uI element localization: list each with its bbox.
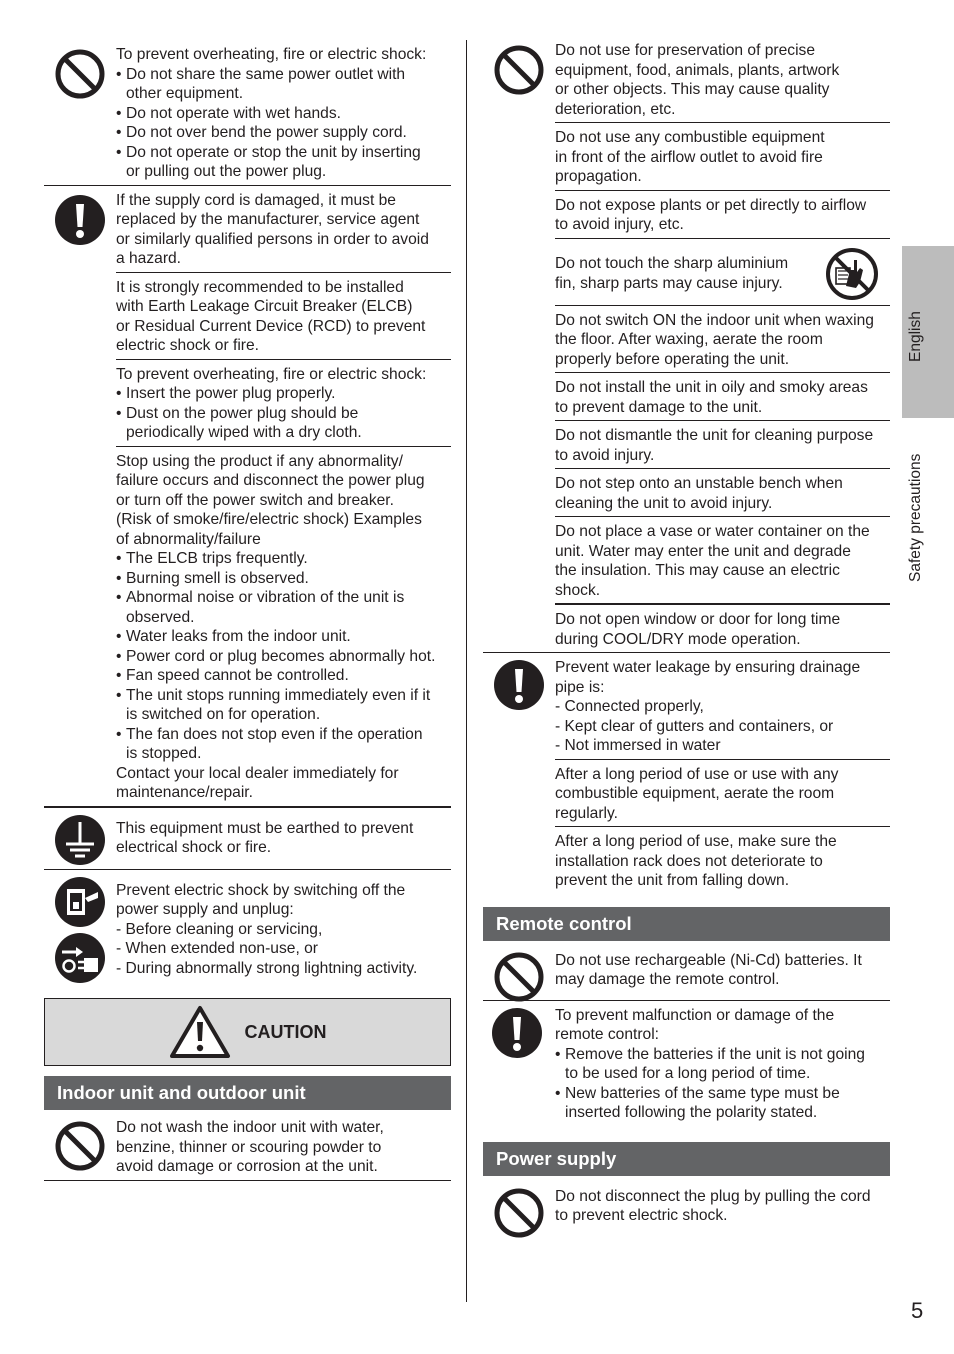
power-prohibit-group [483, 1185, 890, 1229]
no-open-window: Do not open window or door for long time during COOL/DRY mode operation. [555, 604, 890, 652]
bullet-item: • New batteries of the same type must be inserted following the polarity stated. [555, 1084, 890, 1123]
no-pull-cord: Do not disconnect the plug by pulling the cord to prevent electric shock. [555, 1187, 871, 1224]
caution-label: CAUTION [244, 1021, 327, 1042]
elcb-recommendation: It is strongly recommended to be installed with Earth Leakage Circuit Breaker (ELCB) or Residual Current Device (RCD) to prevent electric shock or fire. [116, 272, 451, 359]
no-touch-hand-icon [824, 246, 880, 302]
no-wash-warning: Do not wash the indoor unit with water, benzine, thinner or scouring powder to avoid damage or corrosion at the unit. [116, 1119, 384, 1175]
no-dismantle: Do not dismantle the unit for cleaning purpose to avoid injury. [555, 420, 890, 468]
warning-triangle-icon [169, 1005, 231, 1059]
bullet-item: • The fan does not stop even if the operation is stopped. [116, 725, 451, 764]
no-oily-areas: Do not install the unit in oily and smoky areas to prevent damage to the unit. [555, 372, 890, 420]
prohibition-icon [493, 1187, 545, 1239]
bullet-item: • The unit stops running immediately even if it is switched on for operation. [116, 686, 451, 725]
divider [44, 1180, 451, 1181]
language-tab-label: English [907, 311, 924, 362]
unplug-icon [54, 932, 106, 984]
bullet-item: • Do not share the same power outlet with other equipment. [116, 65, 451, 104]
power-plug-care [116, 359, 451, 446]
bullet-item: • Do not operate or stop the unit by inserting or pulling out the power plug. [116, 143, 451, 182]
section-tab-label: Safety precautions [907, 453, 924, 582]
warning-intro: Prevent electric shock by switching off the power supply and unplug: [116, 881, 406, 918]
mandatory-group-electrical [44, 186, 451, 806]
no-vase-on-unit: Do not place a vase or water container on the unit. Water may enter the unit and degrade the insulation. This may cause an electric shock. [555, 516, 890, 604]
right-column [483, 40, 890, 1229]
aerate-room: After a long period of use or use with any combustible equipment, aerate the room regularly. [555, 759, 890, 827]
no-unstable-bench: Do not step onto an unstable bench when cleaning the unit to avoid injury. [555, 468, 890, 516]
prohibition-group-power-outlet [44, 40, 451, 185]
dash-item: - Before cleaning or servicing, [116, 920, 323, 938]
left-column [44, 40, 451, 1181]
bullet-item: • Water leaks from the indoor unit. [116, 627, 451, 647]
no-preservation-use: Do not use for preservation of precise equipment, food, animals, plants, artwork or other objects. This may cause quality deterioration, etc. [555, 42, 840, 118]
mandatory-exclamation-icon [493, 659, 545, 711]
dash-item: - When extended non-use, or [116, 940, 318, 957]
bullet-item: • The ELCB trips frequently. [116, 549, 451, 569]
warning-outro: Contact your local dealer immediately for maintenance/repair. [116, 764, 399, 801]
section-header-indoor-outdoor: Indoor unit and outdoor unit [44, 1076, 451, 1110]
prohibition-icon [493, 951, 545, 1003]
prohibition-icon [54, 48, 106, 100]
page-number: 5 [911, 1298, 924, 1323]
prohibition-group-usage [483, 40, 890, 652]
bullet-item: • Insert the power plug properly. [116, 384, 451, 404]
indoor-wash-group [44, 1110, 451, 1180]
no-direct-airflow: Do not expose plants or pet directly to airflow to avoid injury, etc. [555, 190, 890, 238]
warning-intro: To prevent overheating, fire or electric shock: [116, 365, 427, 383]
no-combustible-equipment: Do not use any combustible equipment in front of the airflow outlet to avoid fire propagation. [555, 122, 890, 190]
bullet-item: • Do not over bend the power supply cord. [116, 123, 451, 143]
mandatory-group-maintenance [483, 653, 890, 894]
mandatory-exclamation-icon [54, 194, 106, 246]
remote-prohibit-group [483, 949, 890, 1000]
remote-mandatory-group [483, 1001, 890, 1126]
switch-off-instruction [116, 870, 451, 987]
bullet-item: • Do not operate with wet hands. [116, 104, 451, 124]
no-rechargeable-batteries: Do not use rechargeable (Ni-Cd) batteries. It may damage the remote control. [555, 951, 862, 988]
bullet-item: • Abnormal noise or vibration of the unit is observed. [116, 588, 451, 627]
prohibition-icon [54, 1120, 106, 1172]
drainage-pipe: Prevent water leakage by ensuring drainage pipe is: - Connected properly, - Kept clear of gutters and containers, or - Not immersed in water [555, 659, 861, 754]
warning-intro: Stop using the product if any abnormality/ failure occurs and disconnect the power plug or turn off the power switch and breaker. (Risk of smoke/fire/electric shock) Examples of abnormality/failure [116, 452, 425, 548]
column-divider [466, 40, 467, 1302]
sharp-fin-text: Do not touch the sharp aluminium fin, sharp parts may cause injury. [555, 255, 789, 292]
switch-off-icon [54, 876, 106, 928]
warning-intro: To prevent overheating, fire or electric shock: [116, 46, 427, 63]
warning-intro: To prevent malfunction or damage of the remote control: [555, 1006, 835, 1043]
bullet-item: • Power cord or plug becomes abnormally hot. [116, 647, 451, 667]
sharp-fin-warning [555, 238, 890, 305]
section-header-remote-control: Remote control [483, 907, 890, 941]
switch-off-group [44, 870, 451, 987]
dash-item: - During abnormally strong lightning activity. [116, 959, 418, 977]
bullet-item: • Dust on the power plug should be periodically wiped with a dry cloth. [116, 404, 451, 443]
no-waxing-floor: Do not switch ON the indoor unit when waxing the floor. After waxing, aerate the room properly before operating the unit. [555, 305, 890, 373]
earth-ground-icon [54, 814, 106, 866]
caution-banner [44, 998, 451, 1066]
supply-cord-damage: If the supply cord is damaged, it must be replaced by the manufacturer, service agent or similarly qualified persons in order to avoid a hazard. [116, 191, 429, 267]
bullet-item: • Burning smell is observed. [116, 569, 451, 589]
remote-battery-instruction [555, 1001, 890, 1126]
earth-group [44, 808, 451, 869]
bullet-item: • Remove the batteries if the unit is not going to be used for a long period of time. [555, 1045, 890, 1084]
bullet-item: • Fan speed cannot be controlled. [116, 666, 451, 686]
earth-requirement: This equipment must be earthed to prevent electrical shock or fire. [116, 819, 414, 856]
mandatory-exclamation-icon [491, 1007, 543, 1059]
power-outlet-warning [116, 40, 451, 185]
section-header-power-supply: Power supply [483, 1142, 890, 1176]
abnormality-stop-use [116, 446, 451, 806]
prohibition-icon [493, 44, 545, 96]
installation-rack: After a long period of use, make sure the installation rack does not deteriorate to prevent the unit from falling down. [555, 826, 890, 894]
